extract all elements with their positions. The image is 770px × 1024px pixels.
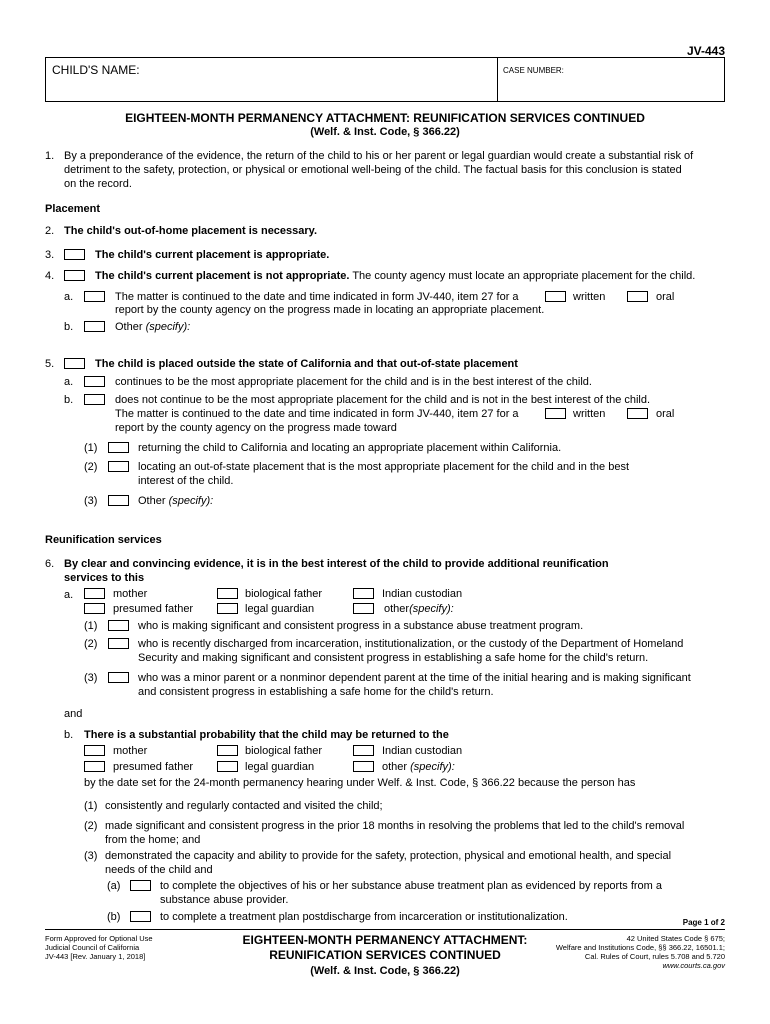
item-2-number: 2.: [45, 225, 55, 237]
item-5a-checkbox[interactable]: [84, 376, 105, 387]
item-6a2-checkbox[interactable]: [108, 638, 129, 649]
footer-right-line-3: Cal. Rules of Court, rules 5.708 and 5.720: [584, 952, 725, 961]
item-6a3-checkbox[interactable]: [108, 672, 129, 683]
item-4a-written-label: written: [573, 291, 606, 303]
item-6b3b-number: (b): [107, 911, 121, 923]
item-4b-other: Other: [115, 321, 143, 333]
item-6b-legal-guardian-checkbox[interactable]: [217, 761, 238, 772]
footer-left-line-3: JV-443 [Rev. January 1, 2018]: [45, 952, 146, 961]
item-5b1-checkbox[interactable]: [108, 442, 129, 453]
item-4a-line-2: report by the county agency on the progress made in locating an appropriate placement.: [115, 304, 545, 316]
item-2-text: The child's out-of-home placement is necessary.: [64, 225, 318, 237]
item-5b1-number: (1): [84, 442, 98, 454]
item-6b-mother-checkbox[interactable]: [84, 745, 105, 756]
item-6a3-line-2: and consistent progress in establishing a safe home for the child's return.: [138, 686, 494, 698]
and-connector: and: [64, 708, 83, 720]
case-number-label: CASE NUMBER:: [503, 66, 564, 75]
item-3-checkbox[interactable]: [64, 249, 85, 260]
item-6b3a-line-2: substance abuse provider.: [160, 894, 289, 906]
item-4-checkbox[interactable]: [64, 270, 85, 281]
item-4a-oral-checkbox[interactable]: [627, 291, 648, 302]
item-6a1-checkbox[interactable]: [108, 620, 129, 631]
item-6a-mother-label: mother: [113, 588, 148, 600]
item-6b3-line-1: demonstrated the capacity and ability to provide for the safety, protection, physical and emotional health, and special: [105, 850, 672, 862]
childs-name-field[interactable]: [46, 78, 496, 101]
item-4b-checkbox[interactable]: [84, 321, 105, 332]
item-6-line-2: services to this: [64, 572, 145, 584]
item-6a2-line-1: who is recently discharged from incarceration, institutionalization, or the custody of the Department of Homeland: [138, 638, 684, 650]
item-4b-specify: (specify):: [145, 321, 191, 333]
item-5b2-line-1: locating an out-of-state placement that is the most appropriate placement for the child and in the best: [138, 461, 630, 473]
item-6b3-number: (3): [84, 850, 98, 862]
footer-right-line-2: Welfare and Institutions Code, §§ 366.22, 16501.1;: [555, 943, 725, 952]
reunification-heading: Reunification services: [45, 534, 162, 546]
item-6b-presumed-father-checkbox[interactable]: [84, 761, 105, 772]
item-4b-specify-field[interactable]: [200, 320, 720, 334]
item-6b-indian-custodian-checkbox[interactable]: [353, 745, 374, 756]
item-5b-line-2: The matter is continued to the date and time indicated in form JV-440, item 27 for a: [115, 408, 519, 420]
item-6b2-line-1: made significant and consistent progress in the prior 18 months in resolving the problems that led to the child's removal: [105, 820, 685, 832]
item-4-rest-text: The county agency must locate an appropriate placement for the child.: [352, 270, 696, 282]
item-6a-other-checkbox[interactable]: [353, 603, 374, 614]
item-4a-label: a.: [64, 291, 74, 303]
item-5b-written-checkbox[interactable]: [545, 408, 566, 419]
item-5-checkbox[interactable]: [64, 358, 85, 369]
item-4-text: [95, 269, 695, 283]
footer-title-line-2: REUNIFICATION SERVICES CONTINUED: [269, 948, 501, 962]
item-5b-label: b.: [64, 394, 74, 406]
placement-heading: Placement: [45, 203, 101, 215]
item-4a-checkbox[interactable]: [84, 291, 105, 302]
item-5-number: 5.: [45, 358, 55, 370]
item-6b-other-text: [382, 760, 455, 774]
page-number: Page 1 of 2: [682, 918, 725, 927]
item-4a-line-1: The matter is continued to the date and time indicated in form JV-440, item 27 for a: [115, 291, 519, 303]
item-4-bold-text: The child's current placement is not appropriate.: [95, 270, 350, 282]
footer-website-link[interactable]: www.courts.ca.gov: [662, 961, 725, 970]
item-3-number: 3.: [45, 249, 55, 261]
item-6a-mother-checkbox[interactable]: [84, 588, 105, 599]
item-5a-label: a.: [64, 376, 74, 388]
item-6-number: 6.: [45, 558, 55, 570]
item-6b-mother-label: mother: [113, 745, 148, 757]
item-6a-other-specify-field[interactable]: [462, 602, 720, 616]
item-5b3-number: (3): [84, 495, 98, 507]
item-6b2-line-2: from the home; and: [105, 834, 201, 846]
item-6a2-line-2: Security and making significant and consistent progress in establishing a safe home for the child's return.: [138, 652, 649, 664]
item-5b-oral-checkbox[interactable]: [627, 408, 648, 419]
item-6a1-text: who is making significant and consistent progress in a substance abuse treatment program.: [138, 620, 584, 632]
item-5b-line-1: does not continue to be the most appropriate placement for the child and is not in the best interest of the child.: [115, 394, 651, 406]
item-6a1-number: (1): [84, 620, 98, 632]
item-5a-text: continues to be the most appropriate placement for the child and is in the best interest of the child.: [115, 376, 592, 388]
item-5b1-text: returning the child to California and locating an appropriate placement within California.: [138, 442, 562, 454]
item-5-text: The child is placed outside the state of California and that out-of-state placement: [95, 358, 518, 370]
item-6b-other-specify-field[interactable]: [462, 760, 720, 774]
item-6b-other-label: other: [382, 761, 408, 773]
item-4a-oral-label: oral: [656, 291, 675, 303]
item-4b-label: b.: [64, 321, 74, 333]
item-6a-bio-father-checkbox[interactable]: [217, 588, 238, 599]
item-6a3-number: (3): [84, 672, 98, 684]
item-3-text: The child's current placement is appropriate.: [95, 249, 330, 261]
item-6b-indian-custodian-label: Indian custodian: [382, 745, 463, 757]
item-5b2-checkbox[interactable]: [108, 461, 129, 472]
item-5b2-number: (2): [84, 461, 98, 473]
item-6b-bio-father-label: biological father: [245, 745, 323, 757]
item-4-number: 4.: [45, 270, 55, 282]
item-5b3-other: Other: [138, 495, 166, 507]
item-6a-other-specify: (specify):: [409, 603, 454, 615]
item-6b-text: There is a substantial probability that the child may be returned to the: [84, 729, 449, 741]
item-6a-legal-guardian-label: legal guardian: [245, 603, 315, 615]
item-5b-checkbox[interactable]: [84, 394, 105, 405]
item-6b3b-text: to complete a treatment plan postdischarge from incarceration or institutionalization.: [160, 911, 568, 923]
item-1-line-3: on the record.: [64, 178, 132, 190]
footer-title-line-1: EIGHTEEN-MONTH PERMANENCY ATTACHMENT:: [242, 933, 528, 947]
item-6b3a-number: (a): [107, 880, 121, 892]
item-5b3-specify: (specify):: [168, 495, 214, 507]
page-title: EIGHTEEN-MONTH PERMANENCY ATTACHMENT: REUNIFICATION SERVICES CONTINUED: [125, 111, 645, 125]
item-6b-other-specify: (specify):: [410, 761, 455, 773]
item-6a-indian-custodian-label: Indian custodian: [382, 588, 463, 600]
item-6b-label: b.: [64, 729, 74, 741]
item-6a-legal-guardian-checkbox[interactable]: [217, 603, 238, 614]
item-6a-presumed-father-label: presumed father: [113, 603, 194, 615]
item-5b3-checkbox[interactable]: [108, 495, 129, 506]
item-5b3-text: [138, 494, 213, 508]
item-6b3b-checkbox[interactable]: [130, 911, 151, 922]
item-5b-line-3: report by the county agency on the progress made toward: [115, 422, 397, 434]
item-5b2-line-2: interest of the child.: [138, 475, 234, 487]
item-6a-other-label: other: [384, 603, 410, 615]
item-6a-presumed-father-checkbox[interactable]: [84, 603, 105, 614]
item-4b-text: [115, 320, 190, 334]
item-1-line-2: detriment to the safety, protection, or physical or emotional well-being of the child. The factual basis for this conclusion is stated: [64, 164, 682, 176]
item-1-number: 1.: [45, 150, 55, 162]
footer-left-line-1: Form Approved for Optional Use: [45, 934, 153, 943]
item-6-line-1: By clear and convincing evidence, it is in the best interest of the child to provide additional reunification: [64, 558, 609, 570]
footer-rule: [45, 929, 725, 930]
item-6b-bio-father-checkbox[interactable]: [217, 745, 238, 756]
item-6b2-number: (2): [84, 820, 98, 832]
item-4a-written-checkbox[interactable]: [545, 291, 566, 302]
item-1-line-1: By a preponderance of the evidence, the return of the child to his or her parent or legal guardian would create a substantial risk of: [64, 150, 694, 162]
item-6b-by-date: by the date set for the 24-month permanency hearing under Welf. & Inst. Code, § 366.22 because the person has: [84, 777, 636, 789]
item-6a2-number: (2): [84, 638, 98, 650]
item-5b3-specify-field[interactable]: [222, 494, 720, 508]
item-6b-legal-guardian-label: legal guardian: [245, 761, 315, 773]
item-6b3-line-2: needs of the child and: [105, 864, 213, 876]
item-6a-bio-father-label: biological father: [245, 588, 323, 600]
item-6a-label: a.: [64, 589, 74, 601]
item-6a-other-text: [384, 602, 454, 616]
item-6b1-text: consistently and regularly contacted and visited the child;: [105, 800, 383, 812]
item-6b-presumed-father-label: presumed father: [113, 761, 194, 773]
item-6b3a-checkbox[interactable]: [130, 880, 151, 891]
item-6a3-line-1: who was a minor parent or a nonminor dependent parent at the time of the initial hearing and is making significant: [138, 672, 691, 684]
footer-title-code: (Welf. & Inst. Code, § 366.22): [310, 965, 460, 977]
item-6a-indian-custodian-checkbox[interactable]: [353, 588, 374, 599]
form-id: JV-443: [686, 44, 725, 58]
item-6b3a-line-1: to complete the objectives of his or her substance abuse treatment plan as evidenced by reports from a: [160, 880, 662, 892]
childs-name-label: CHILD'S NAME:: [52, 63, 140, 77]
item-5b-oral-label: oral: [656, 408, 675, 420]
item-6b1-number: (1): [84, 800, 98, 812]
page-title-code: (Welf. & Inst. Code, § 366.22): [310, 126, 460, 138]
footer-right-line-1: 42 United States Code § 675;: [626, 934, 725, 943]
case-number-field[interactable]: [498, 78, 724, 101]
item-6b-other-checkbox[interactable]: [353, 761, 374, 772]
footer-left-line-2: Judicial Council of California: [45, 943, 140, 952]
item-5b-written-label: written: [573, 408, 606, 420]
